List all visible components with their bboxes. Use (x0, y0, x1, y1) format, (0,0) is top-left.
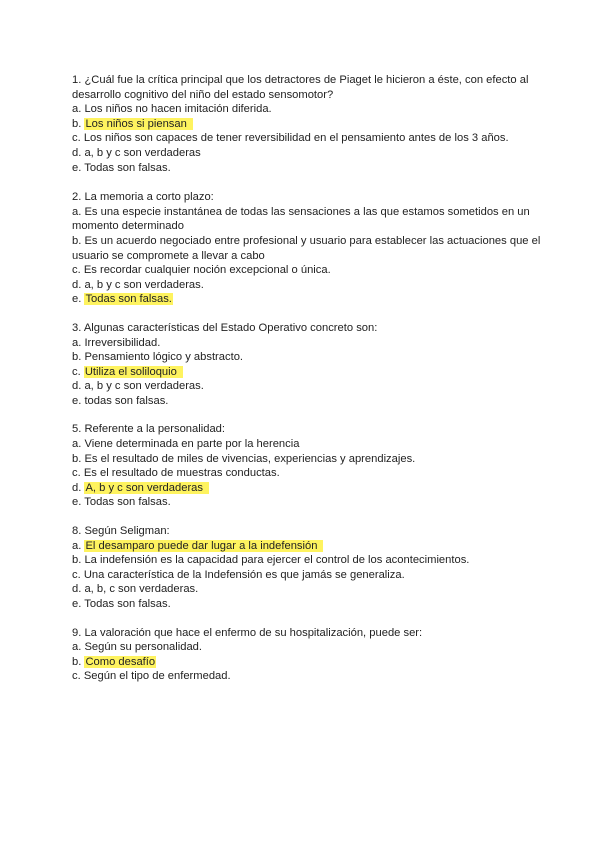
option-a (72, 539, 542, 554)
option-text: Irreversibilidad. (84, 336, 161, 349)
option-letter: d. (72, 481, 82, 494)
question-9 (72, 626, 542, 684)
highlighted-answer: Los niños si piensan (84, 118, 192, 130)
document-page (72, 73, 542, 698)
question-2 (72, 190, 542, 307)
option-b (72, 234, 542, 263)
highlighted-answer: A, b y c son verdaderas (84, 482, 209, 494)
question-5 (72, 422, 542, 510)
option-text: a, b, c son verdaderas. (84, 583, 199, 596)
option-text: a, b y c son verdaderas (84, 146, 201, 159)
option-a (72, 102, 542, 117)
question-8 (72, 524, 542, 612)
option-text: Los niños son capaces de tener reversibilidad en el pensamiento antes de los 3 años. (83, 132, 509, 145)
option-letter: e. (72, 598, 82, 610)
option-e (72, 597, 542, 612)
option-letter: e. (72, 161, 82, 174)
option-c (72, 568, 542, 583)
option-b (72, 452, 542, 467)
option-c (72, 365, 542, 380)
option-a (72, 437, 542, 452)
option-e (72, 495, 542, 510)
option-e (72, 161, 542, 176)
option-text: Es un acuerdo negociado entre profesional y usuario para establecer las actuaciones que el usuario se compromete a llevar a cabo (72, 234, 541, 262)
option-a (72, 205, 542, 234)
option-letter: c. (72, 365, 81, 378)
option-d (72, 481, 542, 496)
option-letter: c. (72, 670, 81, 683)
option-text: a, b y c son verdaderas. (84, 380, 204, 393)
option-d (72, 582, 542, 597)
option-letter: c. (72, 132, 81, 145)
option-d (72, 146, 542, 161)
option-letter: c. (72, 568, 81, 581)
option-letter: b. (72, 554, 82, 567)
option-letter: d. (72, 278, 82, 291)
option-letter: a. (72, 205, 82, 218)
question-stem: 8. Según Seligman: (72, 525, 170, 538)
option-letter: d. (72, 380, 82, 393)
option-b (72, 655, 542, 670)
question-3 (72, 321, 542, 409)
option-b (72, 117, 542, 132)
option-letter: a. (72, 103, 82, 116)
question-stem: 9. La valoración que hace el enfermo de su hospitalización, puede ser: (72, 626, 423, 639)
option-a (72, 640, 542, 655)
highlighted-answer: El desamparo puede dar lugar a la indefensión (84, 540, 323, 552)
option-letter: e. (72, 293, 82, 306)
option-letter: c. (72, 264, 81, 277)
question-stem: 2. La memoria a corto plazo: (72, 191, 214, 204)
option-d (72, 278, 542, 293)
question-stem: 5. Referente a la personalidad: (72, 423, 225, 436)
option-text: Es el resultado de muestras conductas. (83, 467, 280, 480)
option-text: Una característica de la Indefensión es que jamás se generaliza. (83, 568, 405, 581)
question-stem: 1. ¿Cuál fue la crítica principal que los detractores de Piaget le hicieron a éste, con efecto al desarrollo cognitivo del niño del estado sensomotor? (72, 74, 529, 101)
question-stem: 3. Algunas características del Estado Operativo concreto son: (72, 321, 378, 334)
option-text: Es recordar cualquier noción excepcional o única. (83, 264, 331, 277)
option-e (72, 292, 542, 307)
option-letter: b. (72, 351, 82, 364)
option-text: Viene determinada en parte por la herencia (84, 438, 300, 451)
highlighted-answer: Como desafío (85, 655, 156, 668)
option-text: Según su personalidad. (84, 641, 203, 654)
question-1 (72, 73, 542, 175)
option-c (72, 131, 542, 146)
highlighted-answer: Todas son falsas. (85, 293, 172, 306)
option-e (72, 394, 542, 409)
option-text: Los niños no hacen imitación diferida. (84, 103, 272, 116)
option-a (72, 336, 542, 351)
option-letter: e. (72, 496, 82, 509)
option-text: a, b y c son verdaderas. (84, 278, 204, 291)
option-letter: d. (72, 146, 82, 159)
option-b (72, 350, 542, 365)
option-text: Todas son falsas. (84, 598, 171, 610)
option-letter: d. (72, 583, 82, 596)
option-d (72, 379, 542, 394)
option-letter: c. (72, 467, 81, 480)
option-text: todas son falsas. (84, 394, 169, 407)
option-letter: b. (72, 452, 82, 465)
option-text: Es el resultado de miles de vivencias, experiencias y aprendizajes. (84, 452, 416, 465)
option-letter: a. (72, 438, 82, 451)
option-letter: a. (72, 336, 82, 349)
option-letter: b. (72, 655, 82, 668)
option-text: Según el tipo de enfermedad. (83, 670, 231, 683)
option-letter: b. (72, 117, 82, 130)
option-letter: e. (72, 394, 82, 407)
option-c (72, 466, 542, 481)
option-letter: a. (72, 539, 82, 552)
option-letter: b. (72, 234, 82, 247)
option-text: Pensamiento lógico y abstracto. (84, 351, 244, 364)
option-c (72, 263, 542, 278)
option-b (72, 553, 542, 568)
option-letter: a. (72, 641, 82, 654)
option-text: Es una especie instantánea de todas las sensaciones a las que estamos sometidos en un momento determinado (72, 205, 530, 233)
option-c (72, 669, 542, 684)
highlighted-answer: Utiliza el soliloquio (84, 366, 183, 378)
option-text: Todas son falsas. (84, 496, 171, 509)
option-text: La indefensión es la capacidad para ejercer el control de los acontecimientos. (84, 554, 470, 567)
option-text: Todas son falsas. (84, 161, 171, 174)
